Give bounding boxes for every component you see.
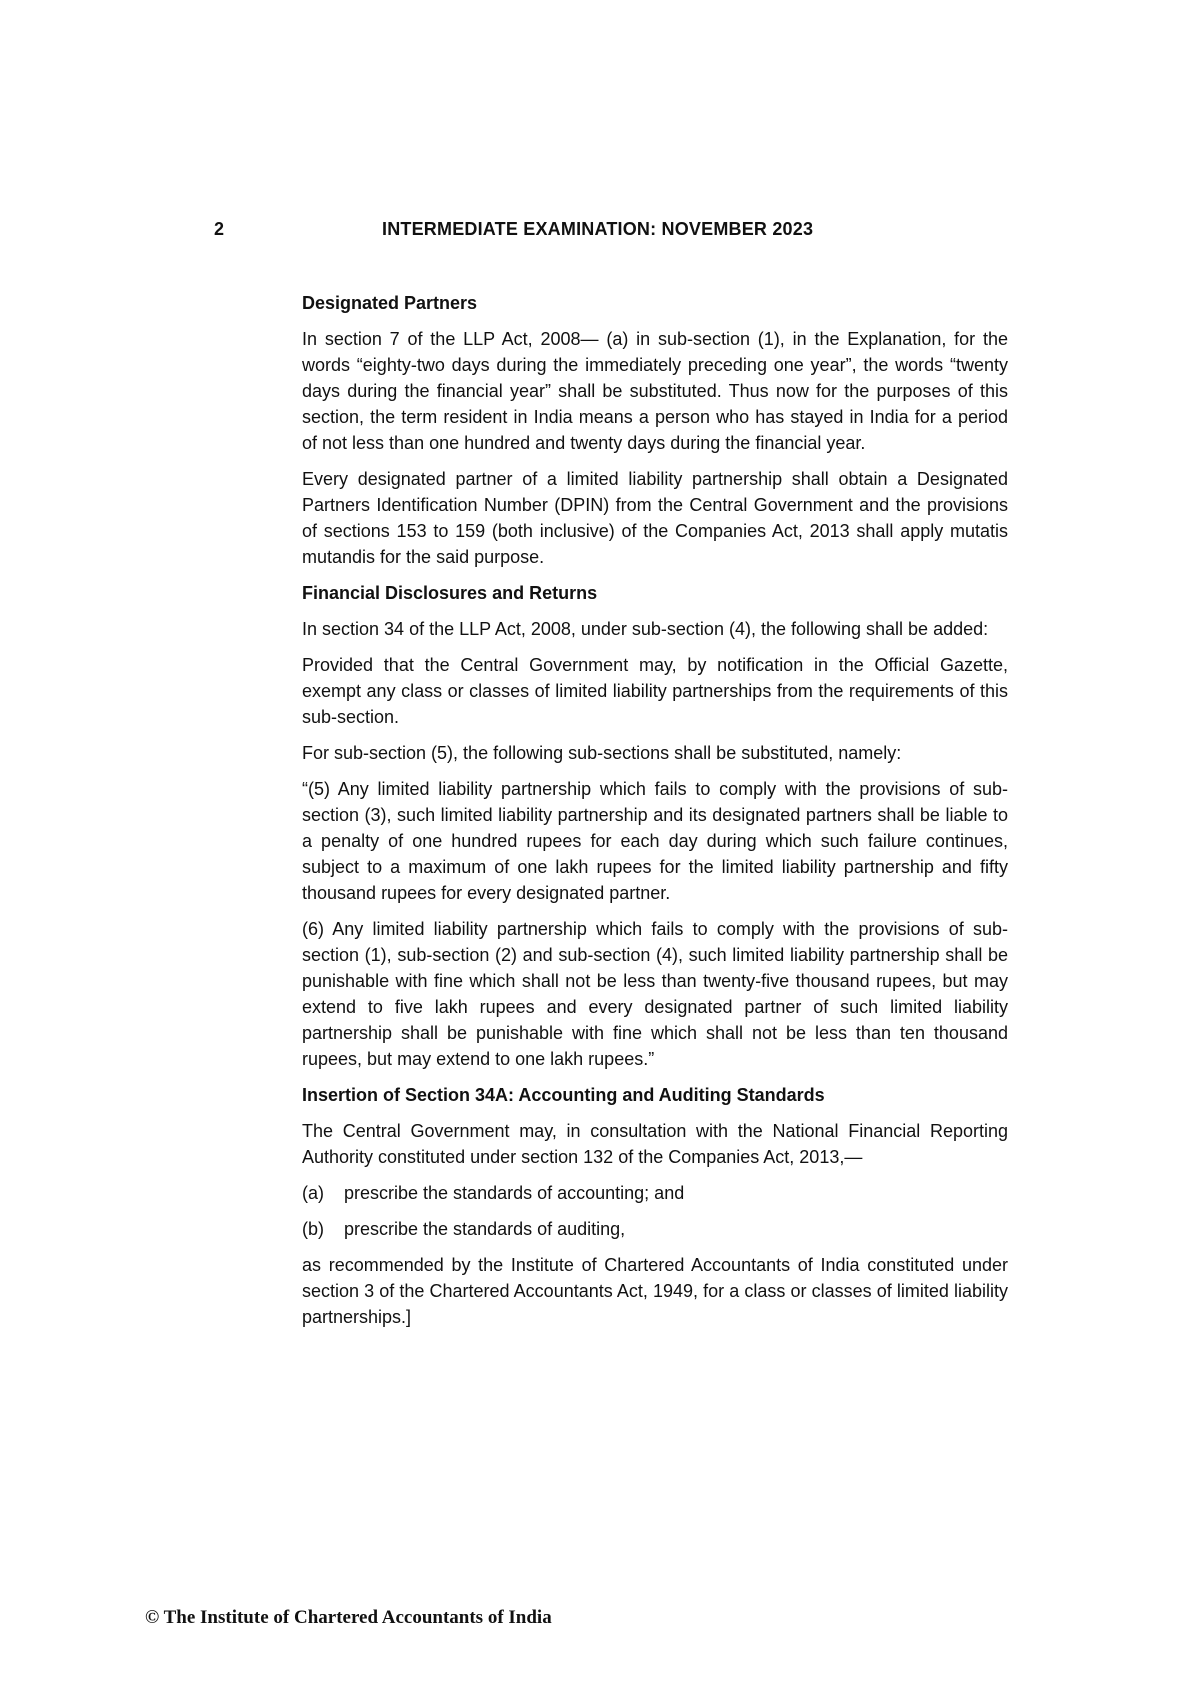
paragraph: In section 34 of the LLP Act, 2008, under sub-section (4), the following shall be added: [302, 619, 989, 639]
copyright-footer: © The Institute of Chartered Accountants of India [145, 1607, 552, 1628]
paragraph: Provided that the Central Government may, by notification in the Official Gazette, exempt any class or classes of limited liability partnerships from the requirements of this sub-section. [302, 655, 1008, 727]
section-heading: Insertion of Section 34A: Accounting and Auditing Standards [302, 1085, 825, 1105]
designated-partners-section [302, 290, 1008, 570]
running-header-title: INTERMEDIATE EXAMINATION: NOVEMBER 2023 [382, 219, 814, 239]
section-34a-section [302, 1082, 1008, 1330]
page-number: 2 [214, 219, 225, 239]
paragraph: “(5) Any limited liability partnership which fails to comply with the provisions of sub-section (3), such limited liability partnership and its designated partners shall be liable to a penalty of one hundred rupees for each day during which such failure continues, subject to a maximum of one lakh rupees for the limited liability partnership and fifty thousand rupees for every designated partner. [302, 779, 1008, 903]
paragraph: as recommended by the Institute of Chartered Accountants of India constituted under section 3 of the Chartered Accountants Act, 1949, for a class or classes of limited liability partnerships.] [302, 1255, 1008, 1327]
list-item-text: prescribe the standards of auditing, [344, 1219, 626, 1239]
list-item [302, 1216, 1008, 1242]
list-marker: (a) [302, 1183, 324, 1203]
document-body [302, 290, 1008, 1340]
paragraph: (6) Any limited liability partnership which fails to comply with the provisions of sub-section (1), sub-section (2) and sub-section (4), such limited liability partnership shall be punishable with fine which shall not be less than twenty-five thousand rupees, but may extend to five lakh rupees and every designated partner of such limited liability partnership shall be punishable with fine which shall not be less than ten thousand rupees, but may extend to one lakh rupees.” [302, 919, 1008, 1069]
paragraph: In section 7 of the LLP Act, 2008— (a) in sub-section (1), in the Explanation, for the words “eighty-two days during the immediately preceding one year”, the words “twenty days during the financial year” shall be substituted. Thus now for the purposes of this section, the term resident in India means a person who has stayed in India for a period of not less than one hundred and twenty days during the financial year. [302, 329, 1008, 453]
paragraph: For sub-section (5), the following sub-sections shall be substituted, namely: [302, 743, 902, 763]
list-marker: (b) [302, 1219, 324, 1239]
financial-disclosures-section [302, 580, 1008, 1072]
section-heading: Designated Partners [302, 293, 478, 313]
list-item [302, 1180, 1008, 1206]
list-item-text: prescribe the standards of accounting; and [344, 1183, 685, 1203]
paragraph: The Central Government may, in consultation with the National Financial Reporting Authority constituted under section 132 of the Companies Act, 2013,— [302, 1121, 1008, 1167]
paragraph: Every designated partner of a limited liability partnership shall obtain a Designated Partners Identification Number (DPIN) from the Central Government and the provisions of sections 153 to 159 (both inclusive) of the Companies Act, 2013 shall apply mutatis mutandis for the said purpose. [302, 469, 1008, 567]
section-heading: Financial Disclosures and Returns [302, 583, 598, 603]
